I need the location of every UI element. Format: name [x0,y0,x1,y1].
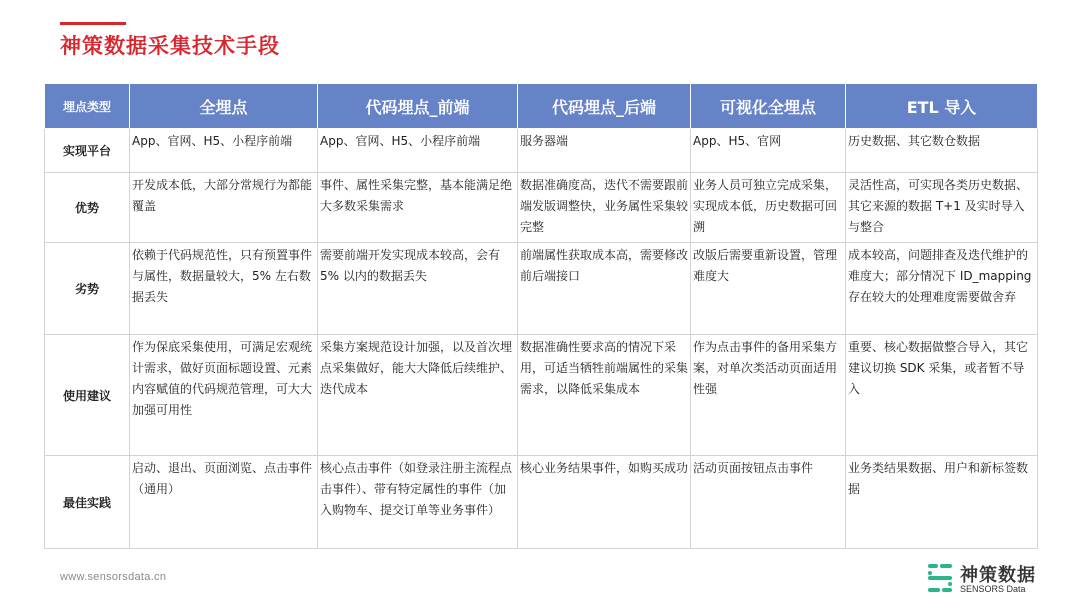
table-cell: 开发成本低，大部分常规行为都能覆盖 [130,173,318,243]
table-cell: App、H5、官网 [691,129,846,173]
table-row-platform [45,129,1038,173]
table-row-best-practice [45,456,1038,549]
table-cell: 成本较高，问题排查及迭代维护的难度大；部分情况下 ID_mapping 存在较大的处理难度需要做舍弃 [846,243,1038,335]
column-header-etl-import: ETL 导入 [846,84,1038,129]
logo-text-en: SENSORS Data [960,584,1026,594]
table-cell: 采集方案规范设计加强，以及首次埋点采集做好，能大大降低后续维护、迭代成本 [318,335,518,456]
column-header-full-tracking: 全埋点 [130,84,318,129]
comparison-table [44,83,1038,549]
table-cell: 重要、核心数据做整合导入，其它建议切换 SDK 采集，或者暂不导入 [846,335,1038,456]
table-cell: 需要前端开发实现成本较高，会有5% 以内的数据丢失 [318,243,518,335]
table-cell: 灵活性高，可实现各类历史数据、其它来源的数据 T+1 及实时导入与整合 [846,173,1038,243]
table-cell: 作为保底采集使用，可满足宏观统计需求，做好页面标题设置、元素内容赋值的代码规范管理，可大大加强可用性 [130,335,318,456]
table-cell: 业务类结果数据、用户和新标签数据 [846,456,1038,549]
title-accent-bar [60,22,126,25]
table-row-advantages [45,173,1038,243]
table-cell: 活动页面按钮点击事件 [691,456,846,549]
table-cell: 核心业务结果事件，如购买成功 [518,456,691,549]
table-cell: 启动、退出、页面浏览、点击事件（通用） [130,456,318,549]
table-cell: 业务人员可独立完成采集，实现成本低，历史数据可回溯 [691,173,846,243]
table-cell: 改版后需要重新设置，管理难度大 [691,243,846,335]
table-cell: 事件、属性采集完整，基本能满足绝大多数采集需求 [318,173,518,243]
table-cell: 作为点击事件的备用采集方案，对单次类活动页面适用性强 [691,335,846,456]
row-label: 劣势 [45,243,130,335]
table-cell: 前端属性获取成本高，需要修改前后端接口 [518,243,691,335]
page-title: 神策数据采集技术手段 [60,34,280,58]
table-cell: 服务器端 [518,129,691,173]
row-label: 实现平台 [45,129,130,173]
table-cell: 依赖于代码规范性，只有预置事件与属性，数据量较大，5% 左右数据丢失 [130,243,318,335]
table-cell: App、官网、H5、小程序前端 [130,129,318,173]
table-cell: 历史数据、其它数仓数据 [846,129,1038,173]
table-row-usage-advice [45,335,1038,456]
footer-url: www.sensorsdata.cn [60,571,167,583]
table-header-row [45,84,1038,129]
brand-logo [926,560,1046,598]
column-header-code-backend: 代码埋点_后端 [518,84,691,129]
header-corner: 埋点类型 [45,84,130,129]
column-header-visual-tracking: 可视化全埋点 [691,84,846,129]
table-cell: 数据准确性要求高的情况下采用，可适当牺牲前端属性的采集需求，以降低采集成本 [518,335,691,456]
row-label: 使用建议 [45,335,130,456]
sensors-data-logo-icon [926,562,956,594]
table-cell: 核心点击事件（如登录注册主流程点击事件）、带有特定属性的事件（加入购物车、提交订单等业务事件） [318,456,518,549]
table-cell: 数据准确度高，迭代不需要跟前端发版调整快，业务属性采集较完整 [518,173,691,243]
table-cell: App、官网、H5、小程序前端 [318,129,518,173]
column-header-code-frontend: 代码埋点_前端 [318,84,518,129]
table-row-disadvantages [45,243,1038,335]
logo-text-cn: 神策数据 [960,565,1036,586]
row-label: 最佳实践 [45,456,130,549]
row-label: 优势 [45,173,130,243]
